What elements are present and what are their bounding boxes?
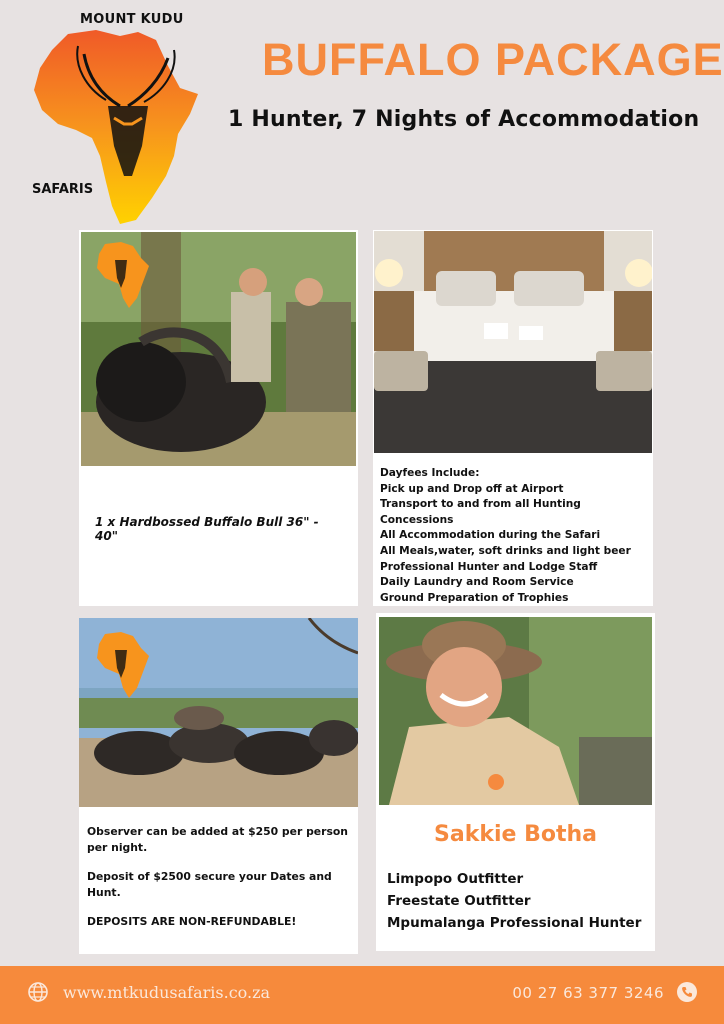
watermark-logo <box>93 622 153 702</box>
deposit-info: Deposit of $2500 secure your Dates and Hunt. <box>87 870 332 899</box>
page-subtitle: 1 Hunter, 7 Nights of Accommodation <box>228 107 700 132</box>
brand-name-bottom: SAFARIS <box>32 182 94 197</box>
page-title: BUFFALO PACKAGE <box>262 34 724 85</box>
observer-price: Observer can be added at $250 per person per night. <box>87 825 348 854</box>
hunter-roles <box>387 868 641 934</box>
dayfees-item: All Meals,water, soft drinks and light beer <box>380 544 631 557</box>
website-link[interactable]: www.mtkudusafaris.co.za <box>63 983 271 1002</box>
hunter-card <box>376 613 655 951</box>
phone-icon <box>676 981 698 1003</box>
mount-kudu-logo <box>28 6 206 226</box>
hunter-name: Sakkie Botha <box>434 822 597 847</box>
watermark-logo <box>93 232 153 312</box>
phone-number[interactable]: 00 27 63 377 3246 <box>512 984 664 1002</box>
hunter-role: Freestate Outfitter <box>387 893 531 909</box>
observer-info <box>87 824 349 944</box>
trophy-caption: 1 x Hardbossed Buffalo Bull 36" - 40" <box>95 515 319 543</box>
hunter-role: Mpumalanga Professional Hunter <box>387 915 642 931</box>
dayfees-item: All Accommodation during the Safari <box>380 529 601 542</box>
globe-icon <box>27 981 49 1003</box>
hunter-portrait-photo <box>379 617 652 805</box>
lodge-bedroom-photo <box>374 231 652 453</box>
dayfees-item: Ground Preparation of Trophies <box>380 591 569 604</box>
deposit-warning: DEPOSITS ARE NON-REFUNDABLE! <box>87 915 297 928</box>
hunter-role: Limpopo Outfitter <box>387 871 524 887</box>
dayfees-item: Transport to and from all Hunting Concessions <box>380 498 581 526</box>
dayfees-list <box>380 466 653 606</box>
trophy-card <box>79 230 358 606</box>
dayfees-heading: Dayfees Include: <box>380 467 480 479</box>
hunters-with-buffalo-photo <box>81 232 356 466</box>
buffalo-herd-photo <box>79 618 358 807</box>
dayfees-item: Daily Laundry and Room Service <box>380 576 574 589</box>
footer-bar <box>0 966 724 1024</box>
observer-card <box>79 618 358 954</box>
dayfees-card <box>373 230 653 606</box>
brand-name-top: MOUNT KUDU <box>80 12 184 27</box>
dayfees-item: Professional Hunter and Lodge Staff <box>380 560 598 573</box>
dayfees-item: Pick up and Drop off at Airport <box>380 482 564 495</box>
